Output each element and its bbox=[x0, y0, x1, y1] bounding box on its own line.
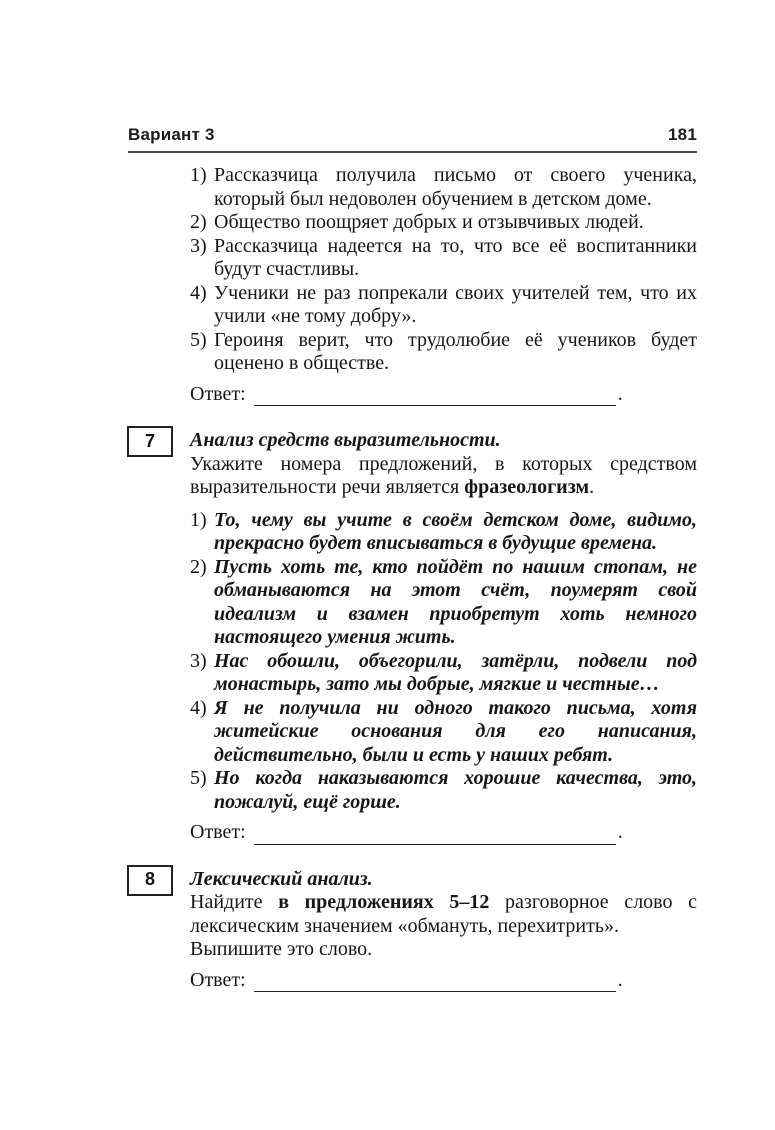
option-item bbox=[190, 556, 697, 650]
option-text: Рассказчица получила письмо от своего ученика, который был недоволен обучением в детском доме. bbox=[214, 164, 697, 210]
option-text: Общество поощряет добрых и отзывчивых людей. bbox=[214, 211, 644, 233]
prompt-bold-term: фразеологизм bbox=[464, 476, 590, 498]
answer-label: Ответ: bbox=[190, 382, 246, 405]
question-prompt bbox=[190, 453, 697, 500]
option-text: То, чему вы учите в своём детском доме, видимо, прекрасно будет вписываться в будущие времена. bbox=[214, 508, 697, 554]
option-item bbox=[190, 767, 697, 814]
answer-blank-line bbox=[254, 384, 616, 406]
question-title: Анализ средств выразительности. bbox=[190, 429, 501, 451]
option-number: 3) bbox=[190, 649, 207, 672]
question-prompt-line2: Выпишите это слово. bbox=[190, 938, 373, 960]
answer-period: . bbox=[617, 968, 623, 991]
question-number-box: 7 bbox=[127, 426, 173, 457]
option-item bbox=[190, 282, 697, 329]
option-number: 1) bbox=[190, 508, 207, 531]
option-text: Ученики не раз попрекали своих учителей тем, что их учили «не тому добру». bbox=[214, 281, 697, 327]
option-text: Пусть хоть те, кто пойдёт по нашим стопам, не обманываются на этот счёт, поумерят свой идеализм и взамен приобретут хоть немного настоящего умения жить. bbox=[214, 555, 697, 648]
option-item bbox=[190, 509, 697, 556]
option-item bbox=[190, 329, 697, 376]
option-text: Рассказчица надеется на то, что все её воспитанники будут счастливы. bbox=[214, 234, 697, 280]
answer-row bbox=[190, 969, 697, 993]
answer-blank-line bbox=[254, 823, 616, 845]
options-list bbox=[190, 164, 697, 376]
prompt-prefix: Найдите bbox=[190, 891, 279, 913]
question-title: Лексический анализ. bbox=[190, 867, 373, 890]
option-number: 4) bbox=[190, 281, 207, 304]
option-item bbox=[190, 164, 697, 211]
answer-row bbox=[190, 821, 697, 845]
page-content bbox=[144, 158, 698, 992]
option-number: 3) bbox=[190, 234, 207, 257]
question-number-box: 8 bbox=[127, 865, 173, 896]
prompt-suffix: . bbox=[589, 476, 595, 498]
answer-label: Ответ: bbox=[190, 821, 246, 843]
option-item bbox=[190, 235, 697, 282]
option-number: 2) bbox=[190, 555, 207, 578]
option-number: 2) bbox=[190, 211, 207, 233]
option-text: Я не получила ни одного такого письма, хотя житейские основания для его написания, действительно, были и есть у наших ребят. bbox=[214, 696, 697, 766]
question-8 bbox=[144, 867, 698, 993]
answer-period: . bbox=[617, 821, 623, 843]
option-text: Но когда наказываются хорошие качества, это, пожалуй, ещё горше. bbox=[214, 767, 697, 813]
page-header bbox=[128, 125, 697, 153]
option-number: 4) bbox=[190, 696, 207, 719]
option-item bbox=[190, 211, 697, 235]
answer-period: . bbox=[617, 382, 623, 405]
option-text: Нас обошли, объегорили, затёрли, подвели под монастырь, зато мы добрые, мягкие и честные… bbox=[214, 649, 697, 695]
prompt-suffix: разговорное слово с лексическим значением «обмануть, перехитрить». bbox=[190, 891, 698, 937]
option-number: 5) bbox=[190, 328, 207, 351]
answer-row bbox=[190, 383, 697, 407]
question-7 bbox=[144, 429, 697, 845]
prompt-prefix: Укажите номера предложений, в которых средством выразительности речи является bbox=[190, 452, 697, 498]
question-7-options bbox=[190, 509, 697, 815]
prompt-bold-term: в предложениях 5–12 bbox=[278, 891, 490, 913]
option-number: 5) bbox=[190, 767, 207, 789]
answer-blank-line bbox=[254, 970, 616, 992]
option-text: Героиня верит, что трудолюбие её учеников будет оценено в обществе. bbox=[214, 328, 697, 374]
page-number: 181 bbox=[668, 125, 697, 144]
option-number: 1) bbox=[190, 164, 207, 186]
option-item bbox=[190, 697, 697, 768]
variant-label: Вариант 3 bbox=[128, 125, 215, 144]
option-item bbox=[190, 650, 697, 697]
answer-label: Ответ: bbox=[190, 968, 246, 991]
question-prompt bbox=[190, 891, 697, 938]
